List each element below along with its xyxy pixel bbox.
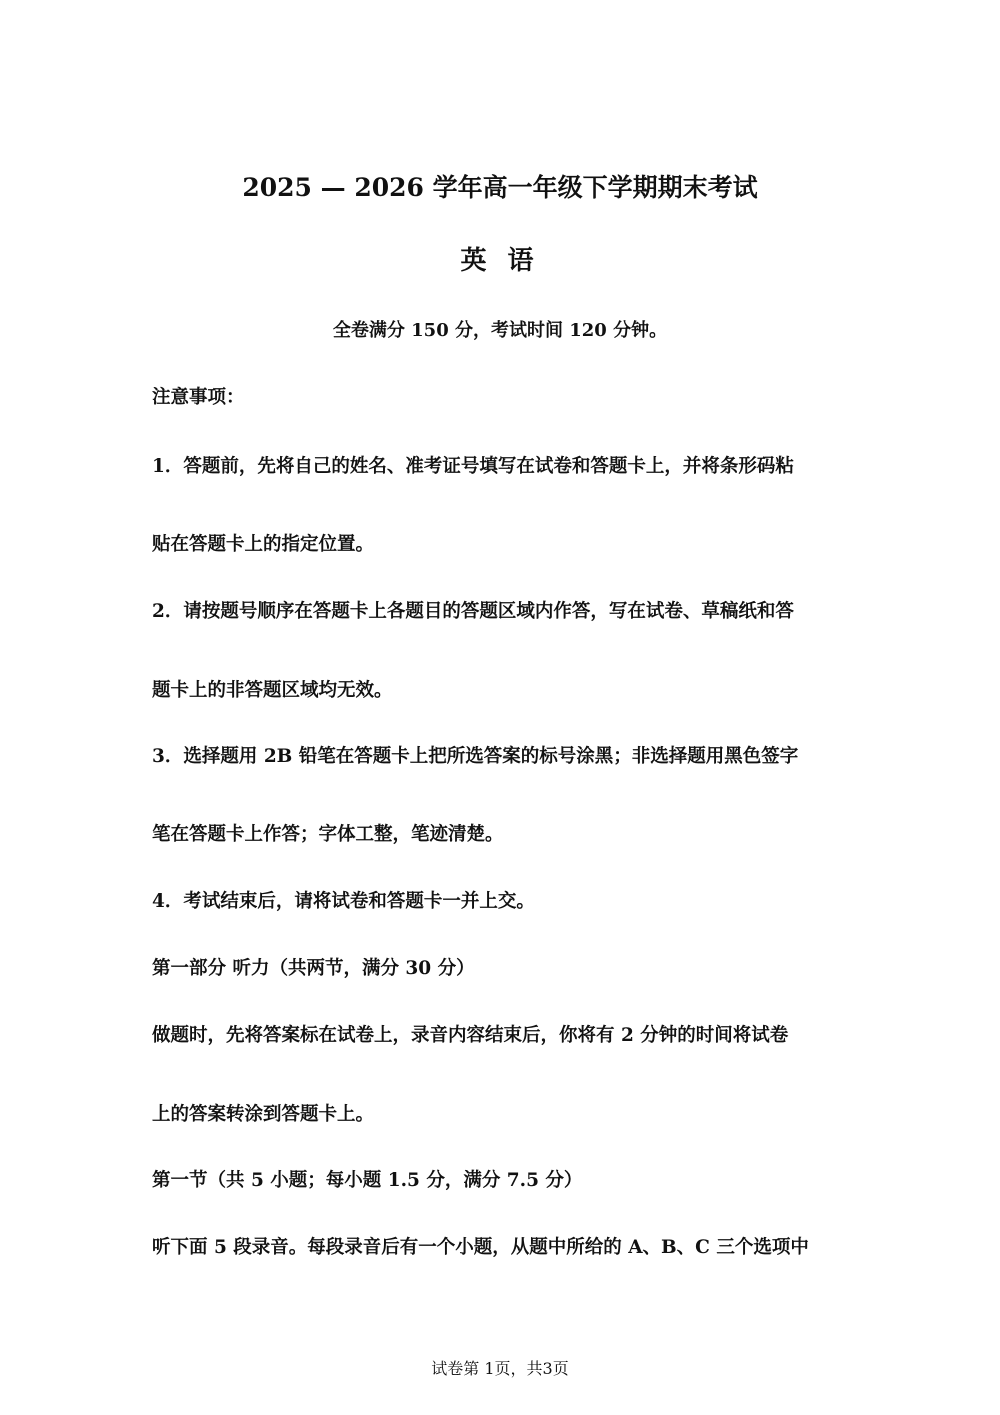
notice-item-1-line-1: 1．答题前，先将自己的姓名、准考证号填写在试卷和答题卡上，并将条形码粘 [152, 456, 794, 477]
section1-heading: 第一节（共 5 小题；每小题 1.5 分，满分 7.5 分） [152, 1170, 583, 1191]
part1-heading: 第一部分 听力（共两节，满分 30 分） [152, 958, 475, 979]
score-time-line: 全卷满分 150 分，考试时间 120 分钟。 [332, 320, 668, 341]
page-footer: 试卷第 1页，共3页 [431, 1359, 569, 1378]
notice-heading: 注意事项： [152, 387, 245, 408]
notice-item-2-line-2: 题卡上的非答题区域均无效。 [152, 680, 393, 701]
notice-item-3-line-1: 3．选择题用 2B 铅笔在答题卡上把所选答案的标号涂黑；非选择题用黑色签字 [152, 746, 799, 767]
part1-intro-line-1: 做题时，先将答案标在试卷上，录音内容结束后，你将有 2 分钟的时间将试卷 [152, 1025, 789, 1046]
notice-item-3-line-2: 笔在答题卡上作答；字体工整，笔迹清楚。 [152, 824, 504, 845]
notice-item-2-line-1: 2．请按题号顺序在答题卡上各题目的答题区域内作答，写在试卷、草稿纸和答 [152, 601, 794, 622]
part1-intro-line-2: 上的答案转涂到答题卡上。 [152, 1104, 375, 1125]
notice-item-1-line-2: 贴在答题卡上的指定位置。 [152, 534, 375, 555]
notice-item-4-line-1: 4．考试结束后，请将试卷和答题卡一并上交。 [152, 891, 535, 912]
subject-title: 英 语 [460, 246, 540, 276]
section1-intro-line-1: 听下面 5 段录音。每段录音后有一个小题，从题中所给的 A、B、C 三个选项中 [152, 1237, 809, 1258]
exam-title: 2025 — 2026 学年高一年级下学期期末考试 [242, 173, 758, 202]
